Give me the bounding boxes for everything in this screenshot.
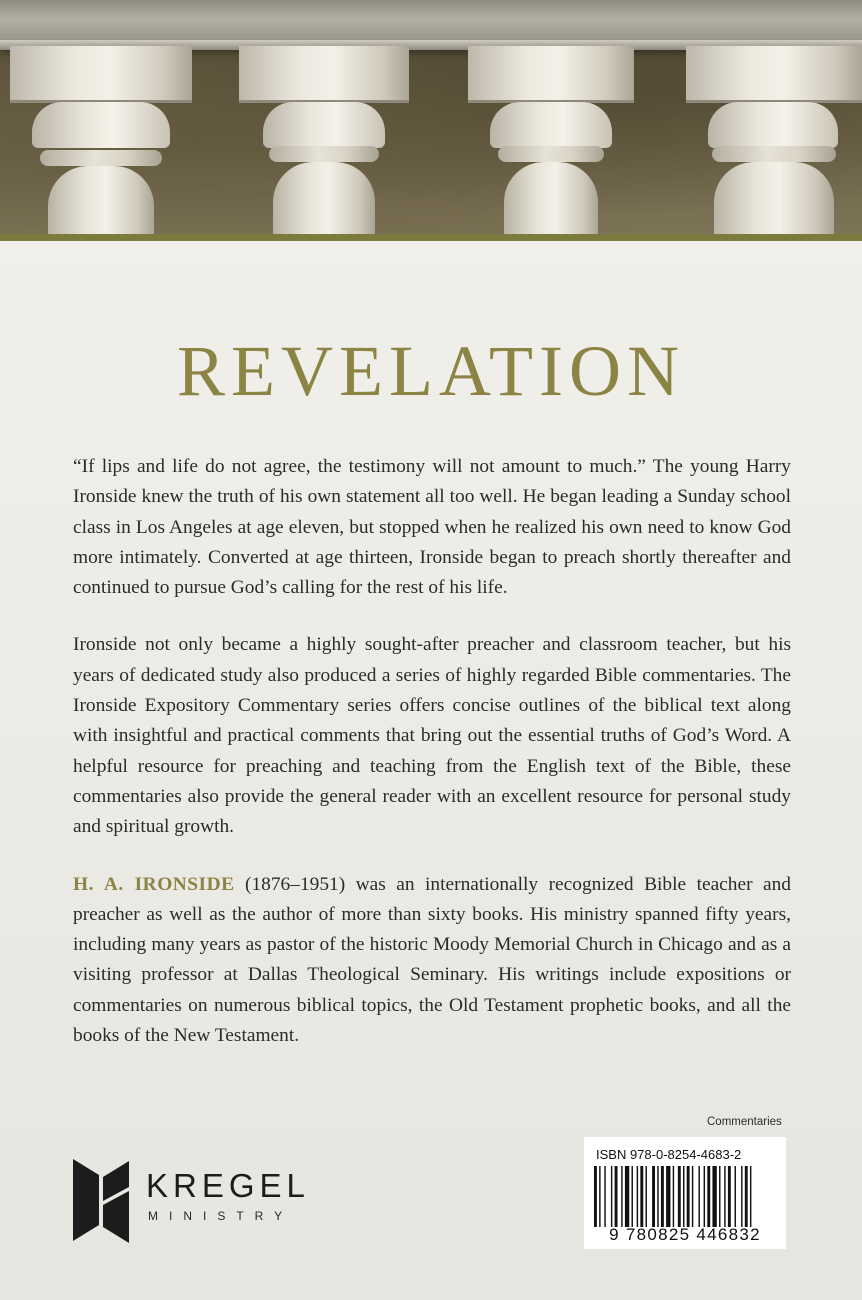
isbn-label: ISBN 978-0-8254-4683-2 (596, 1147, 742, 1162)
barcode-bar (728, 1166, 731, 1227)
barcode-bar (750, 1166, 751, 1227)
kregel-logo-icon (73, 1157, 131, 1243)
author-name: H. A. IRONSIDE (73, 873, 235, 895)
barcode-bar (637, 1166, 638, 1227)
barcode-bar (707, 1166, 710, 1227)
barcode-bar (704, 1166, 705, 1227)
publisher-logo (73, 1157, 333, 1243)
barcode-bar (632, 1166, 633, 1227)
barcode-bar (712, 1166, 716, 1227)
publisher-name: KREGEL (146, 1167, 310, 1204)
category-label: Commentaries (707, 1116, 782, 1128)
author-bio-text: (1876–1951) was an internationally recognized Bible teacher and preacher as well as the author of more than sixty books. His ministry spanned fifty years, including many years as pastor of the historic Moody Memorial Church in Chicago and as a visiting professor at Dallas Theological Seminary. His writings include expositions or commentaries on numerous biblical topics, the Old Testament prophetic books, and all the books of the New Testament. (73, 873, 791, 1047)
barcode-bar (698, 1166, 699, 1227)
paragraph-intro: “If lips and life do not agree, the testimony will not amount to much.” The young Harry Ironside knew the truth of his own statement all too well. He began leading a Sunday school class in Los Angeles at age eleven, but stopped when he realized his own need to know God more intimately. Converted at age thirteen, Ironside began to preach shortly thereafter and continued to pursue God’s calling for the rest of his life. (73, 456, 791, 599)
barcode-bar (745, 1166, 748, 1227)
barcode-bar (719, 1166, 720, 1227)
barcode-bar (599, 1166, 600, 1227)
barcode-bar (646, 1166, 647, 1227)
barcode-bar (687, 1166, 690, 1227)
baluster-photo (0, 0, 862, 236)
barcode-bar (621, 1166, 622, 1227)
barcode-bar (666, 1166, 670, 1227)
barcode-bar (661, 1166, 664, 1227)
barcode-bar (673, 1166, 674, 1227)
barcode-bar (657, 1166, 658, 1227)
book-title: REVELATION (177, 331, 685, 411)
author-bio (73, 870, 791, 1052)
barcode-bar (678, 1166, 681, 1227)
barcode-bar (615, 1166, 618, 1227)
barcode-bar (724, 1166, 725, 1227)
publisher-imprint: MINISTRY (148, 1209, 294, 1223)
divider-rule (0, 234, 862, 241)
baluster (686, 46, 862, 236)
description (73, 452, 791, 1078)
barcode-bar (692, 1166, 693, 1227)
barcode-bar (735, 1166, 736, 1227)
barcode-digits: 9 780825 446832 (609, 1225, 761, 1244)
barcode (584, 1137, 786, 1249)
barcode-bar (640, 1166, 643, 1227)
barcode-bar (604, 1166, 605, 1227)
barcode-bar (683, 1166, 684, 1227)
barcode-bar (652, 1166, 655, 1227)
baluster (468, 46, 634, 236)
baluster (10, 46, 192, 236)
baluster (239, 46, 409, 236)
barcode-bar (611, 1166, 612, 1227)
barcode-bars (594, 1166, 776, 1227)
barcode-bar (625, 1166, 629, 1227)
barcode-bar (741, 1166, 742, 1227)
paragraph-series: Ironside not only became a highly sought-after preacher and classroom teacher, but his years of dedicated study also produced a series of highly regarded Bible commentaries. The Ironside Expository Commentary series offers concise outlines of the biblical text along with insightful and practical comments that bring out the essential truths of God’s Word. A helpful resource for preaching and teaching from the English text of the Bible, these commentaries also provide the general reader with an excellent resource for personal study and spiritual growth. (73, 634, 791, 838)
barcode-bar (594, 1166, 597, 1227)
